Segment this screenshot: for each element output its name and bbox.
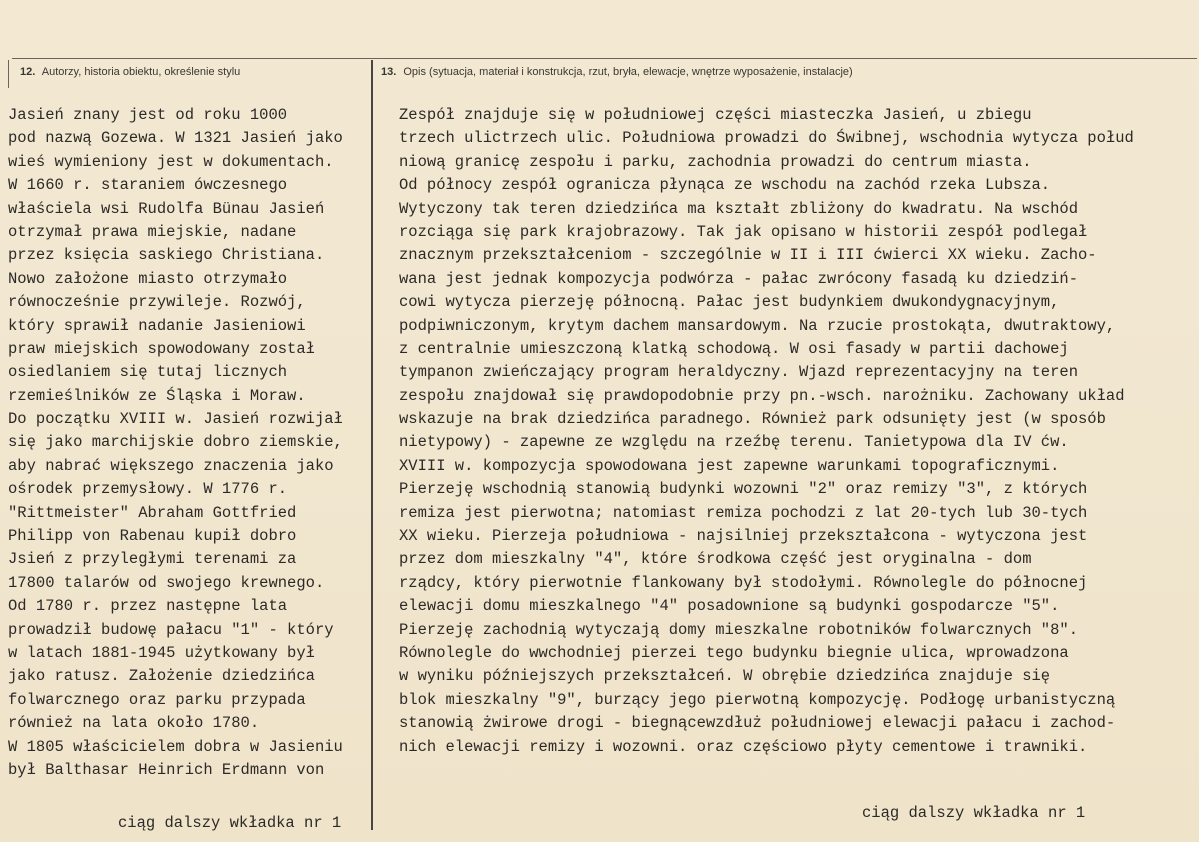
text-line: stanowią żwirowe drogi - biegnącewzdłuż południowej elewacji pałacu i zachod-: [399, 714, 1116, 733]
text-line: z centralnie umieszczoną klatką schodową. W osi fasady w partii dachowej: [399, 339, 1069, 358]
text-line: pod nazwą Gozewa. W 1321 Jasień jako: [8, 129, 343, 148]
text-line: który sprawił nadanie Jasieniowi: [8, 316, 306, 335]
text-line: rozciąga się park krajobrazowy. Tak jak opisano w historii zespół podlegał: [399, 222, 1088, 241]
heading-text: Autorzy, historia obiektu, określenie stylu: [41, 66, 241, 78]
text-line: prowadził budowę pałacu "1" - który: [8, 620, 334, 639]
text-line: "Rittmeister" Abraham Gottfried: [8, 503, 297, 522]
text-line: również na lata około 1780.: [8, 714, 260, 733]
text-line: wskazuje na brak dziedzińca paradnego. Również park odsunięty jest (w sposób: [399, 410, 1106, 429]
text-line: rządcy, który pierwotnie flankowany był stodołymi. Równolegle do północnej: [399, 573, 1088, 592]
text-line: Równolegle do wwchodniej pierzei tego budynku biegnie ulica, wprowadzona: [399, 643, 1069, 662]
text-line: XX wieku. Pierzeja południowa - najsilniej przekształcona - wytyczona jest: [399, 527, 1088, 546]
text-line: Od 1780 r. przez następne lata: [8, 597, 288, 616]
text-line: W 1805 właścicielem dobra w Jasieniu: [8, 737, 343, 756]
text-line: wieś wymieniony jest w dokumentach.: [8, 152, 334, 171]
text-line: w latach 1881-1945 użytkowany był: [8, 643, 315, 662]
column-divider: [371, 60, 373, 830]
text-line: aby nabrać większego znaczenia jako: [8, 456, 334, 475]
text-line: Nowo założone miasto otrzymało: [8, 269, 288, 288]
heading-number: 13.: [381, 66, 397, 78]
heading-text: Opis (sytuacja, materiał i konstrukcja, rzut, bryła, elewacje, wnętrze wyposażenie, instalacje): [403, 66, 853, 78]
text-line: Pierzeję zachodnią wytyczają domy mieszkalne robotników folwarcznych "8".: [399, 620, 1079, 639]
description-text-column: [399, 104, 1189, 759]
text-line: trzech ulictrzech ulic. Południowa prowadzi do Świbnej, wschodnia wytycza połud: [399, 129, 1134, 148]
text-line: XVIII w. kompozycja spowodowana jest zapewne warunkami topograficznymi.: [399, 456, 1060, 475]
text-line: Philipp von Rabenau kupił dobro: [8, 527, 297, 546]
text-line: przez dom mieszkalny "4", które środkowa część jest oryginalna - dom: [399, 550, 1032, 569]
text-line: wana jest jednak kompozycja podwórza - pałac zwrócony fasadą ku dziedziń-: [399, 269, 1079, 288]
heading-description: [381, 66, 853, 78]
text-line: elewacji domu mieszkalnego "4" posadownione są budynki gospodarcze "5".: [399, 597, 1060, 616]
text-line: znacznym przekształceniom - szczególnie w II i III ćwierci XX wieku. Zacho-: [399, 246, 1097, 265]
text-line: nich elewacji remizy i wozowni. oraz częściowo płyty cementowe i trawniki.: [399, 737, 1088, 756]
text-line: remiza jest pierwotna; natomiast remiza pochodzi z lat 20-tych lub 30-tych: [399, 503, 1088, 522]
text-line: Jasień znany jest od roku 1000: [8, 106, 288, 124]
text-line: otrzymał prawa miejskie, nadane: [8, 222, 297, 241]
text-line: 17800 talarów od swojego krewnego.: [8, 573, 325, 592]
text-line: równocześnie przywileje. Rozwój,: [8, 293, 306, 312]
text-line: tympanon zwieńczający program heraldyczny. Wjazd reprezentacyjny na teren: [399, 363, 1079, 382]
text-line: Do początku XVIII w. Jasień rozwijał: [8, 410, 343, 429]
text-line: ośrodek przemysłowy. W 1776 r.: [8, 480, 288, 499]
text-line: W 1660 r. staraniem ówczesnego: [8, 176, 288, 195]
text-line: praw miejskich spowodowany został: [8, 339, 315, 358]
text-line: nietypowy) - zapewne ze względu na rzeźbę terenu. Tanietypowa dla IV ćw.: [399, 433, 1069, 452]
text-line: się jako marchijskie dobro ziemskie,: [8, 433, 343, 452]
text-line: Wytyczony tak teren dziedzińca ma kształt zbliżony do kwadratu. Na wschód: [399, 199, 1079, 218]
text-line: Od północy zespół ogranicza płynąca ze wschodu na zachód rzeka Lubsza.: [399, 176, 1051, 195]
left-margin-tick: [8, 60, 9, 88]
text-line: zespołu znajdował się prawdopodobnie przy pn.-wsch. narożniku. Zachowany układ: [399, 386, 1125, 405]
text-line: osiedlaniem się tutaj licznych: [8, 363, 288, 382]
top-rule: [12, 58, 1197, 59]
text-line: folwarcznego oraz parku przypada: [8, 690, 306, 709]
text-line: Pierzeję wschodnią stanowią budynki wozowni "2" oraz remizy "3", z których: [399, 480, 1088, 499]
text-line: blok mieszkalny "9", burzący jego pierwotną kompozycję. Podłogę urbanistyczną: [399, 690, 1116, 709]
text-line: rzemieślników ze Śląska i Moraw.: [8, 386, 306, 405]
heading-authors-history: [20, 66, 240, 78]
text-line: właściela wsi Rudolfa Bünau Jasień: [8, 199, 325, 218]
continuation-note-left: ciąg dalszy wkładka nr 1: [118, 814, 342, 832]
continuation-note-right: ciąg dalszy wkładka nr 1: [862, 804, 1086, 822]
heading-number: 12.: [20, 66, 36, 78]
text-line: cowi wytycza pierzeję północną. Pałac jest budynkiem dwukondygnacyjnym,: [399, 293, 1060, 312]
text-line: podpiwniczonym, krytym dachem mansardowym. Na rzucie prostokąta, dwutraktowy,: [399, 316, 1116, 335]
text-line: był Balthasar Heinrich Erdmann von: [8, 760, 325, 779]
history-text-column: [8, 104, 368, 782]
text-line: w wyniku późniejszych przekształceń. W obrębie dziedzińca znajduje się: [399, 667, 1051, 686]
text-line: Zespół znajduje się w południowej części miasteczka Jasień, u zbiegu: [399, 106, 1032, 124]
text-line: Jsień z przyległymi terenami za: [8, 550, 297, 569]
text-line: jako ratusz. Założenie dziedzińca: [8, 667, 315, 686]
text-line: niową granicę zespołu i parku, zachodnia prowadzi do centrum miasta.: [399, 152, 1032, 171]
text-line: przez księcia saskiego Christiana.: [8, 246, 325, 265]
